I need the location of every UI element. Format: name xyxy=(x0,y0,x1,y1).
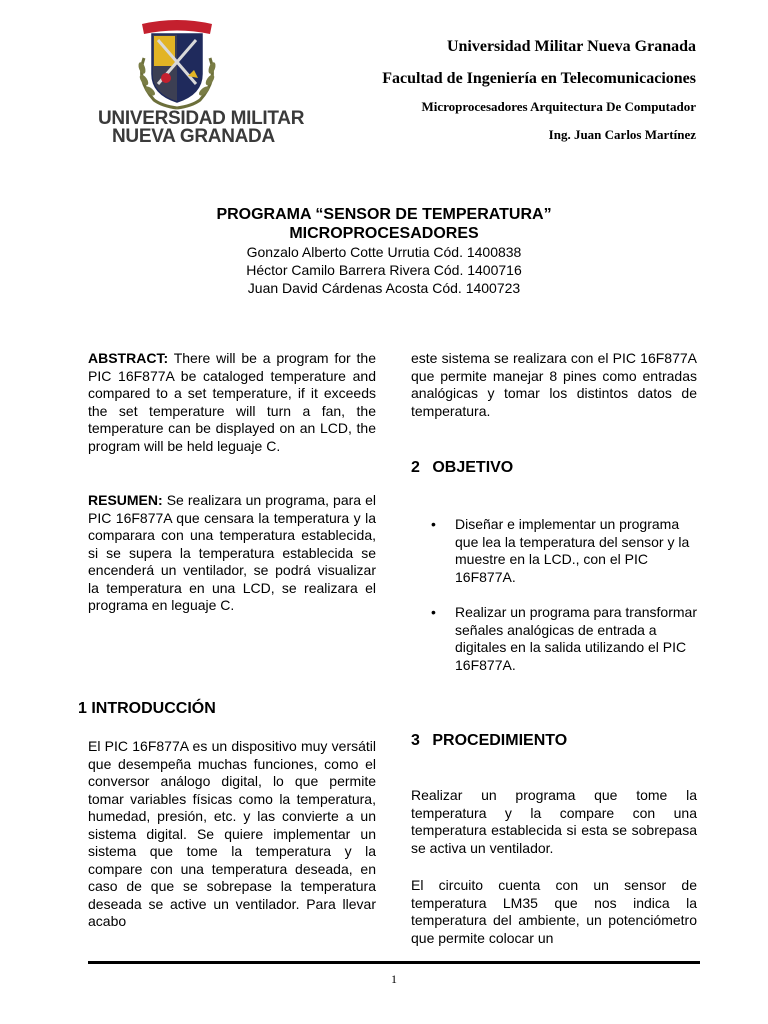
abstract-paragraph xyxy=(88,350,376,455)
university-crest xyxy=(132,18,222,110)
objetivo-heading: 2 OBJETIVO xyxy=(411,459,514,476)
proc-text-2: El circuito cuenta con un sensor de temperatura LM35 que nos indica la temperatura del ambiente, un potenciómetro que permite colocar un xyxy=(411,877,697,946)
logo-wordmark-line2: NUEVA GRANADA xyxy=(112,126,275,147)
crest-icon xyxy=(132,18,222,110)
objetivo-list-container xyxy=(411,516,697,674)
footer-rule xyxy=(88,961,700,964)
abstract-text: There will be a program for the PIC 16F877A be cataloged temperature and compared to a set temperature, if it exceeds the set temperature will turn a fan, the temperature can be displayed on an LCD, the program will be held leguaje C. xyxy=(88,350,376,454)
paper-title-line1: PROGRAMA “SENSOR DE TEMPERATURA” xyxy=(216,206,552,223)
resumen-paragraph xyxy=(88,492,376,615)
intro-paragraph xyxy=(88,738,376,931)
author-1: Gonzalo Alberto Cotte Urrutia Cód. 1400838 xyxy=(246,244,522,260)
faculty-name: Facultad de Ingeniería en Telecomunicaciones xyxy=(382,70,696,87)
author-2: Héctor Camilo Barrera Rivera Cód. 1400716 xyxy=(246,262,522,278)
procedimiento-paragraph-2 xyxy=(411,877,697,947)
procedimiento-heading: 3 PROCEDIMIENTO xyxy=(411,732,568,749)
objetivo-list xyxy=(411,516,697,674)
intro-text: El PIC 16F877A es un dispositivo muy versátil que desempeña muchas funciones, como el conversor análogo digital, lo que permite tomar variables físicas como la temperatura, humedad, presión, etc. y las convierte a un sistema digital. Se quiere implementar un sistema que tome la temperatura y la compare con una temperatura deseada, en caso de que se sobrepase la temperatura deseada se active un ventilador. Para llevar acabo xyxy=(88,738,376,929)
procedimiento-paragraph-1 xyxy=(411,787,697,857)
continuation-paragraph xyxy=(411,350,697,420)
logo-wordmark-line1: UNIVERSIDAD MILITAR xyxy=(98,108,305,129)
proc-text-1: Realizar un programa que tome la temperatura y la compare con una temperatura establecida si esta se sobrepasa se activa un ventilador. xyxy=(411,787,697,856)
page-number: 1 xyxy=(391,972,397,986)
resumen-label: RESUMEN: xyxy=(88,492,163,508)
resumen-text: Se realizara un programa, para el PIC 16F877A que censara la temperatura y la comparara con una temperatura establecida, si se supera la temperatura establecida se encenderá un ventilador, se podrá visualizar la temperatura en una LCD, se realizara el programa en leguaje C. xyxy=(88,492,376,613)
paper-title-line2: MICROPROCESADORES xyxy=(289,225,479,242)
objetivo-item-1: • Diseñar e implementar un programa que lea la temperatura del sensor y la muestre en la LCD., con el PIC 16F877A. xyxy=(411,516,697,586)
university-name: Universidad Militar Nueva Granada xyxy=(446,38,696,55)
professor-name: Ing. Juan Carlos Martínez xyxy=(548,127,696,142)
intro-heading: 1 INTRODUCCIÓN xyxy=(78,700,216,717)
abstract-label: ABSTRACT: xyxy=(88,350,169,366)
continuation-text: este sistema se realizara con el PIC 16F877A que permite manejar 8 pines como entradas analógicas y tomar los distintos datos de temperatura. xyxy=(411,350,697,419)
author-3: Juan David Cárdenas Acosta Cód. 1400723 xyxy=(247,280,521,296)
course-name: Microprocesadores Arquitectura De Computador xyxy=(421,99,696,114)
objetivo-item-2: • Realizar un programa para transformar señales analógicas de entrada a digitales en la salida utilizando el PIC 16F877A. xyxy=(411,604,697,674)
